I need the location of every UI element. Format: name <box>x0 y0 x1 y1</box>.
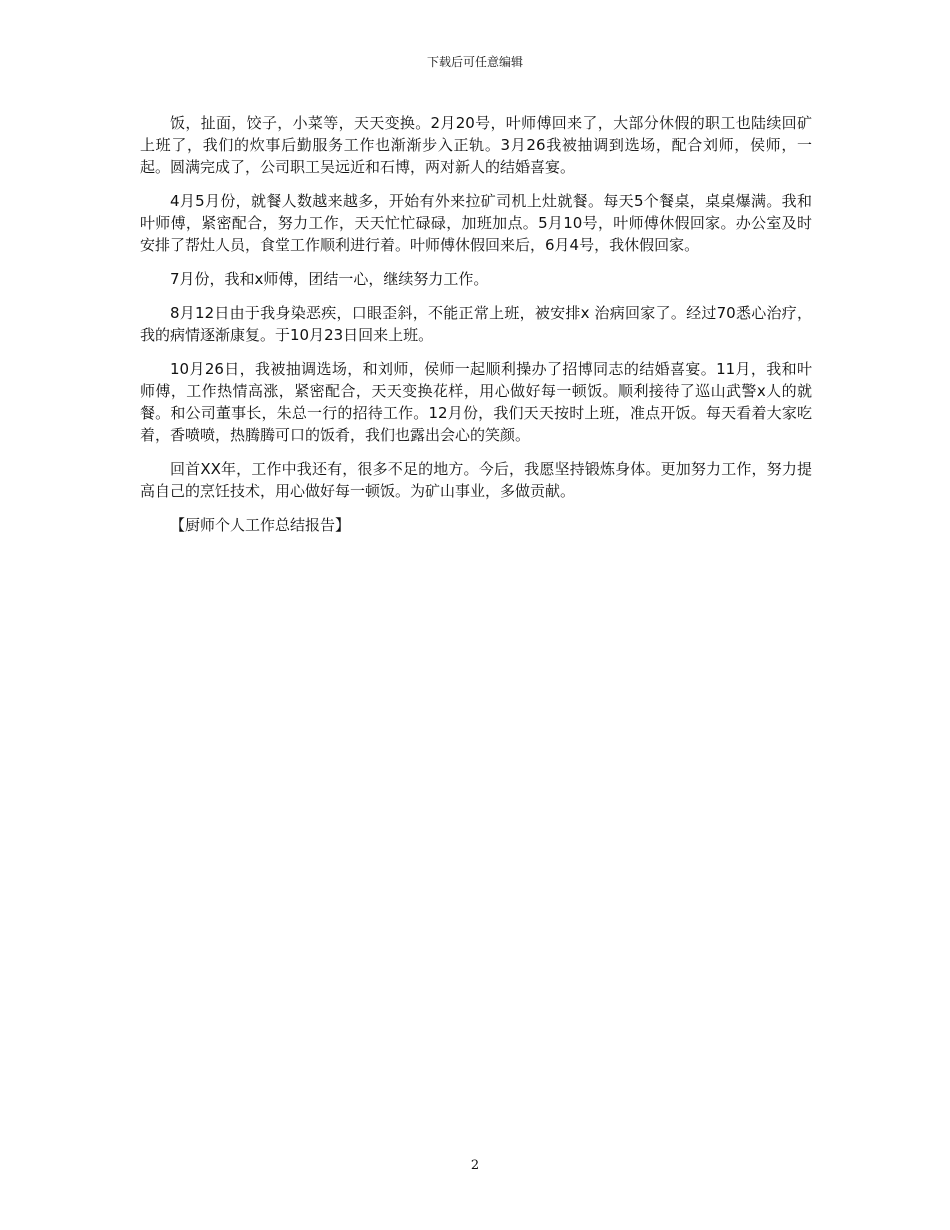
page-number: 2 <box>470 1158 480 1173</box>
paragraph-august: 8月12日由于我身染恶疾，口眼歪斜，不能正常上班，被安排x 治病回家了。经过70悉心治疗，我的病情逐渐康复。于10月23日回来上班。 <box>140 304 812 344</box>
page-header: 下载后可任意编辑 <box>426 55 523 69</box>
paragraph-april-may: 4月5月份，就餐人数越来越多，开始有外来拉矿司机上灶就餐。每天5个餐桌，桌桌爆满。我和叶师傅，紧密配合，努力工作，天天忙忙碌碌，加班加点。5月10号，叶师傅休假回家。办公室及时安排了帮灶人员，食堂工作顺利进行着。叶师傅休假回来后，6月4号，我休假回家。 <box>140 192 812 254</box>
paragraph-review: 回首XX年，工作中我还有，很多不足的地方。今后，我愿坚持锻炼身体。更加努力工作，努力提高自己的烹饪技术，用心做好每一顿饭。为矿山事业，多做贡献。 <box>140 460 812 500</box>
document-body <box>140 112 812 548</box>
paragraph-meals: 饭，扯面，饺子，小菜等，天天变换。2月20号，叶师傅回来了，大部分休假的职工也陆续回矿上班了，我们的炊事后勤服务工作也渐渐步入正轨。3月26我被抽调到选场，配合刘师，侯师，一起。圆满完成了，公司职工吴远近和石博，两对新人的结婚喜宴。 <box>140 114 812 176</box>
paragraph-october-december: 10月26日，我被抽调选场，和刘师，侯师一起顺利操办了招博同志的结婚喜宴。11月，我和叶师傅，工作热情高涨，紧密配合，天天变换花样，用心做好每一顿饭。顺利接待了巡山武警x人的就餐。和公司董事长，朱总一行的招待工作。12月份，我们天天按时上班，准点开饭。每天看着大家吃着，香喷喷，热腾腾可口的饭肴，我们也露出会心的笑颜。 <box>140 360 812 444</box>
paragraph-july: 7月份，我和x师傅，团结一心，继续努力工作。 <box>170 270 489 288</box>
report-title-note: 【厨师个人工作总结报告】 <box>170 516 351 534</box>
